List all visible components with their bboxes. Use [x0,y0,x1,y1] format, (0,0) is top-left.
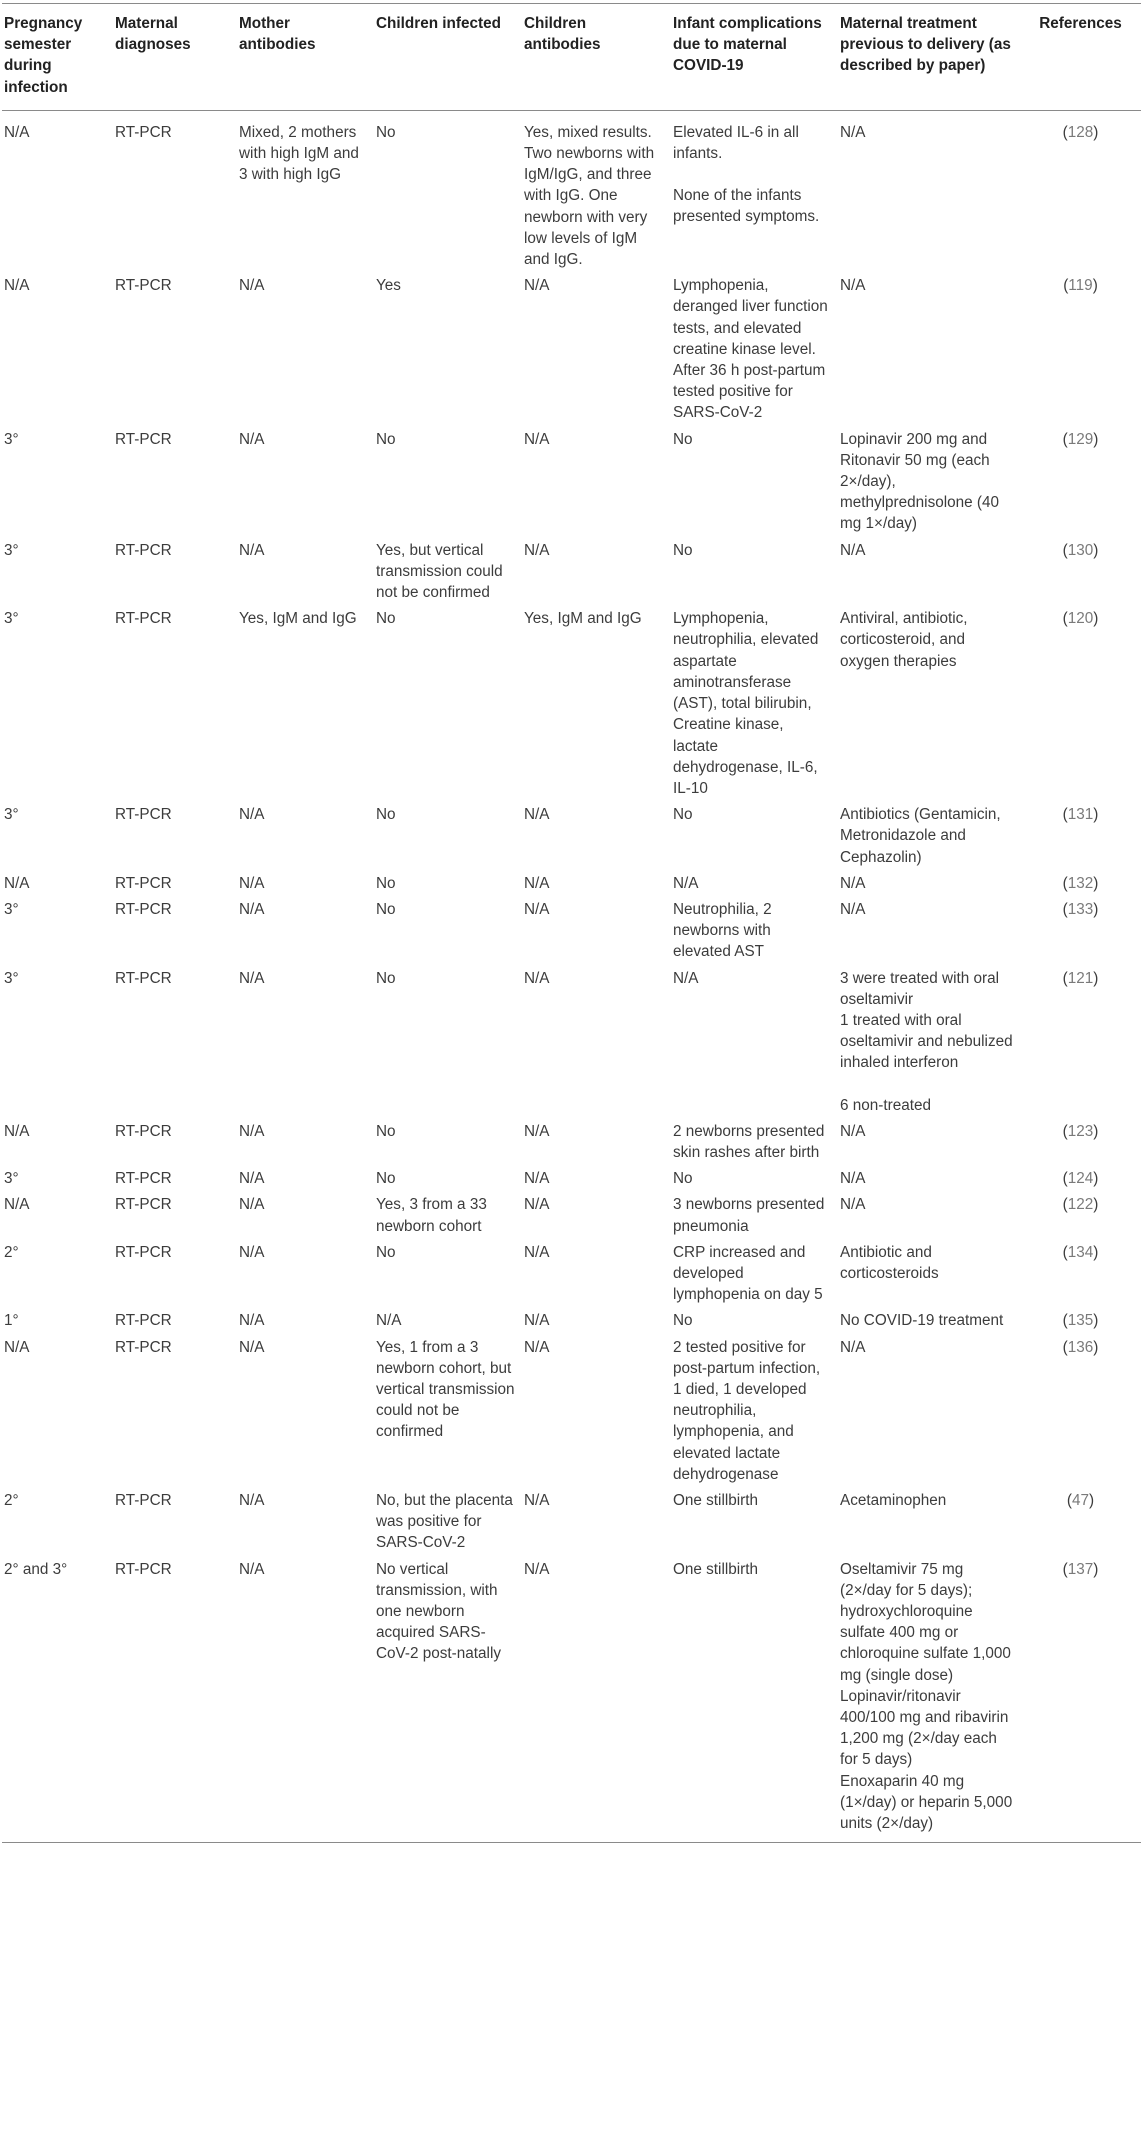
cell-line: Lymphopenia, deranged liver function tests, and elevated creatine kinase level. After 36 h post-partum tested positive for SARS-CoV-2 [673,277,828,422]
table-header [2,4,1141,111]
cell-semester: N/A [4,123,30,141]
cell-infant-complications [671,536,838,605]
cell-maternal-diagnosis: RT-PCR [115,900,172,918]
header-maternal-diagnoses: Maternal diagnoses [113,4,237,111]
cell-line: N/A [840,1122,866,1140]
cell-semester: N/A [4,874,30,892]
cell-maternal-diagnosis: RT-PCR [115,277,172,295]
cell-line: N/A [840,900,866,918]
cell-line: One stillbirth [673,1492,759,1509]
cell-maternal-diagnosis: RT-PCR [115,1170,172,1188]
cell-children-infected: Yes, 3 from a 33 newborn cohort [376,1196,487,1235]
cell-reference: (119) [1063,277,1098,295]
cell-children-antibodies: N/A [522,1555,671,1843]
cell-reference: (121) [1062,969,1099,987]
cell-children-infected: No [376,610,396,628]
header-mother-antibodies: Mother antibodies [237,4,374,111]
cell-line: 2 newborns presented skin rashes after birth [673,1122,825,1161]
reference-link[interactable]: 128 [1067,123,1094,141]
cell-line: None of the infants presented symptoms. [673,187,820,226]
cell-children-infected: Yes [376,277,401,295]
cell-maternal-diagnosis: RT-PCR [115,1312,172,1330]
reference-link[interactable]: 122 [1067,1196,1094,1214]
cell-line: No [673,541,693,559]
table-row [2,800,1141,869]
cell-line: N/A [673,874,699,892]
header-infant-complications: Infant complications due to maternal COVID-19 [671,4,838,111]
cell-maternal-treatment [838,1238,1024,1307]
cell-reference: (128) [1062,123,1099,141]
table-row [2,1333,1141,1486]
cell-infant-complications [671,964,838,1117]
cell-line: 6 non-treated [840,1096,931,1114]
cell-line: No [673,1170,693,1188]
reference-link[interactable]: 131 [1067,806,1094,824]
cell-reference: (129) [1062,430,1099,448]
cell-line: No [673,806,693,824]
cell-children-antibodies: N/A [524,1243,550,1261]
cell-reference: (133) [1062,900,1099,918]
reference-link[interactable]: 121 [1067,969,1094,987]
cell-semester: N/A [4,277,30,295]
cell-maternal-diagnosis: RT-PCR [115,1196,172,1214]
cell-line: Antibiotics (Gentamicin, Metronidazole and Cephazolin) [840,806,1001,866]
reference-link[interactable]: 123 [1067,1122,1094,1140]
cell-line: No [673,1312,693,1330]
cell-children-infected: No [376,874,396,892]
cell-line: N/A [840,874,866,892]
cell-mother-antibodies: N/A [239,1492,265,1509]
cell-maternal-diagnosis: RT-PCR [115,430,172,448]
cell-line: N/A [840,123,866,141]
table-row [2,604,1141,800]
cell-children-antibodies: Yes, mixed results. Two newborns with IgM/IgG, and three with IgG. One newborn with very low levels of IgM and IgG. [524,123,655,269]
cell-children-infected: No [376,1170,396,1188]
cell-reference: (136) [1062,1338,1099,1356]
cell-children-infected: No [376,969,396,987]
table-row [2,895,1141,964]
table-row [2,1238,1141,1307]
header-children-antibodies: Children antibodies [522,4,671,111]
cell-maternal-diagnosis: RT-PCR [115,969,172,987]
cell-line: Antiviral, antibiotic, corticosteroid, and oxygen therapies [840,610,968,670]
cell-reference: (47) [1066,1492,1095,1509]
cell-line: Oseltamivir 75 mg (2×/day for 5 days); hydroxychloroquine sulfate 400 mg or chloroquine sulfate 1,000 mg (single dose) [840,1560,1011,1684]
cell-mother-antibodies: N/A [239,1122,265,1140]
cell-maternal-treatment [838,895,1024,964]
table-row [2,1486,1141,1555]
reference-link[interactable]: 120 [1067,610,1094,628]
cell-mother-antibodies: N/A [239,1170,265,1188]
table-body [2,110,1141,1842]
cell-mother-antibodies: N/A [239,541,265,559]
header-references: References [1024,4,1141,111]
table-row [2,869,1141,895]
cell-children-antibodies: N/A [524,541,550,559]
cell-mother-antibodies: N/A [239,806,265,824]
cell-line: Acetaminophen [840,1492,947,1509]
cell-reference: (122) [1062,1196,1099,1214]
cell-line: 2 tested positive for post-partum infection, 1 died, 1 developed neutrophilia, lymphopenia, and elevated lactate dehydrogenase [673,1338,821,1483]
cell-semester: N/A [4,1196,30,1214]
reference-link[interactable]: 133 [1067,900,1094,918]
cell-line: N/A [840,1170,866,1188]
cell-mother-antibodies: N/A [239,1243,265,1261]
cell-maternal-treatment [838,604,1024,800]
cell-reference: (124) [1062,1170,1099,1188]
cell-maternal-diagnosis: RT-PCR [115,123,172,141]
reference-link[interactable]: 137 [1067,1560,1094,1578]
cell-line: N/A [840,1338,866,1356]
cell-maternal-diagnosis: RT-PCR [115,610,172,628]
cell-line: Enoxaparin 40 mg (1×/day) or heparin 5,000 units (2×/day) [840,1772,1013,1833]
cell-children-infected: No [376,1122,396,1140]
cell-infant-complications [671,1164,838,1190]
covid-pregnancy-table [2,3,1141,1843]
cell-maternal-diagnosis: RT-PCR [115,806,172,824]
table-row [2,271,1141,424]
cell-maternal-diagnosis: RT-PCR [113,1555,237,1843]
cell-semester: 2° and 3° [2,1555,113,1843]
cell-reference: (137) [1024,1555,1141,1843]
cell-semester: 3° [4,610,19,628]
cell-mother-antibodies: N/A [237,1555,374,1843]
header-row [2,4,1141,111]
cell-infant-complications [671,1238,838,1307]
cell-line: 3 newborns presented pneumonia [673,1196,825,1235]
reference-link[interactable]: 130 [1067,541,1094,559]
cell-semester: 3° [4,806,19,824]
table-row [2,110,1141,271]
cell-mother-antibodies: N/A [239,900,265,918]
cell-infant-complications [671,1117,838,1164]
cell-semester: 3° [4,430,19,448]
cell-children-infected: No [376,430,396,448]
cell-reference: (135) [1062,1312,1099,1330]
header-maternal-treatment: Maternal treatment previous to delivery (as described by paper) [838,4,1024,111]
cell-maternal-treatment [838,1486,1024,1555]
cell-children-antibodies: N/A [524,969,550,987]
cell-children-antibodies: N/A [524,1338,550,1356]
cell-reference: (130) [1062,541,1099,559]
cell-children-infected: No vertical transmission, with one newborn acquired SARS-CoV-2 post-natally [374,1555,522,1843]
cell-children-infected: Yes, 1 from a 3 newborn cohort, but vertical transmission could not be confirmed [376,1338,515,1441]
cell-reference: (123) [1062,1122,1099,1140]
cell-infant-complications [671,1555,838,1843]
cell-semester: 3° [4,969,19,987]
cell-children-antibodies: N/A [524,900,550,918]
cell-line: Lopinavir 200 mg and Ritonavir 50 mg (each 2×/day), methylprednisolone (40 mg 1×/day) [840,430,1000,533]
cell-infant-complications [671,1306,838,1332]
cell-infant-complications [671,604,838,800]
cell-children-antibodies: N/A [524,1312,550,1330]
cell-children-infected: No [376,123,396,141]
cell-line: N/A [840,541,866,559]
cell-children-infected: No [376,806,396,824]
cell-children-infected: Yes, but vertical transmission could not be confirmed [376,541,503,602]
reference-link[interactable]: 132 [1067,874,1094,892]
cell-children-infected: N/A [376,1312,402,1330]
table-row [2,536,1141,605]
cell-children-infected: No [376,900,396,918]
cell-semester: 3° [4,541,19,559]
cell-children-antibodies: N/A [524,806,550,824]
cell-maternal-treatment [838,425,1024,536]
table-row [2,1306,1141,1332]
cell-maternal-treatment [838,1555,1024,1843]
cell-maternal-diagnosis: RT-PCR [115,1492,172,1509]
cell-semester: N/A [4,1338,30,1356]
table-row [2,1164,1141,1190]
cell-line: N/A [840,277,866,295]
table-row [2,964,1141,1117]
reference-link[interactable]: 129 [1067,430,1094,448]
table-row [2,1117,1141,1164]
cell-children-antibodies: N/A [524,1122,550,1140]
cell-infant-complications [671,271,838,424]
cell-semester: N/A [4,1122,30,1140]
cell-mother-antibodies: N/A [239,969,265,987]
cell-mother-antibodies: N/A [239,430,265,448]
cell-line: Antibiotic and corticosteroids [840,1243,939,1282]
cell-maternal-treatment [838,1164,1024,1190]
cell-maternal-diagnosis: RT-PCR [115,541,172,559]
cell-reference: (131) [1062,806,1099,824]
cell-children-antibodies: N/A [524,1170,550,1188]
cell-line: N/A [840,1196,866,1214]
cell-infant-complications [671,425,838,536]
cell-infant-complications [671,800,838,869]
cell-mother-antibodies: Yes, IgM and IgG [239,610,357,628]
reference-link[interactable]: 119 [1068,277,1093,295]
cell-maternal-treatment [838,110,1024,271]
cell-semester: 3° [4,900,19,918]
cell-reference: (132) [1062,874,1099,892]
cell-children-antibodies: N/A [524,1196,550,1214]
cell-infant-complications [671,1190,838,1237]
cell-mother-antibodies: N/A [239,1312,265,1330]
table-row [2,1190,1141,1237]
cell-mother-antibodies: N/A [239,874,265,892]
cell-line: No COVID-19 treatment [840,1312,1004,1330]
cell-children-antibodies: N/A [524,277,550,295]
cell-maternal-treatment [838,271,1024,424]
cell-mother-antibodies: Mixed, 2 mothers with high IgM and 3 with high IgG [239,123,359,184]
cell-maternal-treatment [838,964,1024,1117]
reference-link[interactable]: 124 [1067,1170,1094,1188]
cell-line: 3 were treated with oral oseltamivir [840,969,999,1008]
cell-line: Lymphopenia, neutrophilia, elevated aspartate aminotransferase (AST), total bilirubin, Creatine kinase, lactate dehydrogenase, IL-6, IL-10 [673,610,819,797]
cell-semester: 2° [4,1243,19,1261]
cell-children-antibodies: N/A [524,874,550,892]
cell-children-infected: No, but the placenta was positive for SARS-CoV-2 [376,1492,513,1552]
cell-semester: 3° [4,1170,19,1188]
cell-maternal-treatment [838,1306,1024,1332]
cell-mother-antibodies: N/A [239,1338,265,1356]
cell-reference: (134) [1062,1243,1099,1261]
reference-link[interactable]: 134 [1067,1243,1094,1261]
cell-mother-antibodies: N/A [239,277,265,295]
cell-maternal-diagnosis: RT-PCR [115,1338,172,1356]
cell-infant-complications [671,895,838,964]
cell-line: No [673,430,693,448]
cell-maternal-diagnosis: RT-PCR [115,1243,172,1261]
table-row [2,1555,1141,1843]
reference-link[interactable]: 136 [1067,1338,1094,1356]
cell-mother-antibodies: N/A [239,1196,265,1214]
cell-maternal-diagnosis: RT-PCR [115,1122,172,1140]
reference-link[interactable]: 47 [1071,1492,1089,1509]
cell-line: Neutrophilia, 2 newborns with elevated AST [673,900,772,961]
cell-children-antibodies: N/A [524,1492,550,1509]
cell-maternal-treatment [838,869,1024,895]
cell-maternal-treatment [838,1117,1024,1164]
cell-infant-complications [671,1333,838,1486]
cell-semester: 1° [4,1312,19,1330]
cell-infant-complications [671,110,838,271]
cell-line: 1 treated with oral oseltamivir and nebulized inhaled interferon [840,1011,1013,1072]
cell-line: Lopinavir/ritonavir 400/100 mg and ribavirin 1,200 mg (2×/day each for 5 days) [840,1687,1009,1769]
cell-maternal-treatment [838,800,1024,869]
cell-maternal-treatment [838,536,1024,605]
cell-maternal-treatment [838,1190,1024,1237]
table-row [2,425,1141,536]
cell-maternal-diagnosis: RT-PCR [115,874,172,892]
cell-maternal-treatment [838,1333,1024,1486]
cell-infant-complications [671,869,838,895]
cell-children-infected: No [376,1243,396,1261]
header-pregnancy-semester: Pregnancy semester during infection [2,4,113,111]
header-children-infected: Children infected [374,4,522,111]
cell-reference: (120) [1062,610,1099,628]
cell-children-antibodies: N/A [524,430,550,448]
cell-line: One stillbirth [673,1560,759,1578]
cell-semester: 2° [4,1492,19,1509]
cell-line: Elevated IL-6 in all infants. [673,123,799,163]
cell-infant-complications [671,1486,838,1555]
cell-line: N/A [673,969,699,987]
cell-children-antibodies: Yes, IgM and IgG [524,610,642,628]
cell-line: CRP increased and developed lymphopenia on day 5 [673,1243,823,1304]
reference-link[interactable]: 135 [1067,1312,1094,1330]
